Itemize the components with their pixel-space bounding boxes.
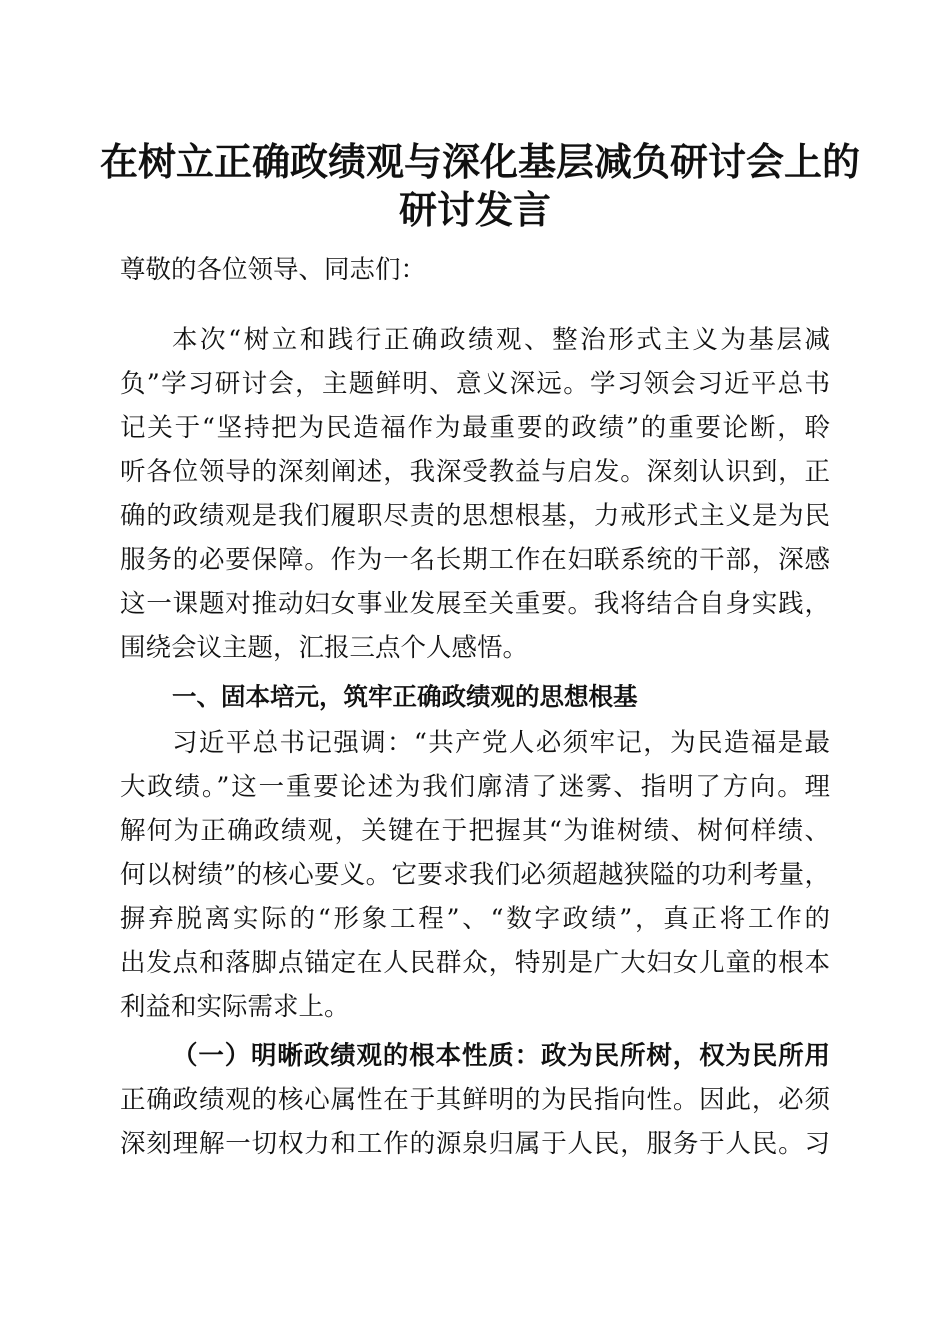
- paragraph-2-line: 习近平总书记强调：“共产党人必须牢记，为民造福是最: [172, 728, 830, 758]
- paragraph-2-line: 利益和实际需求上。: [120, 992, 350, 1022]
- document-title-line-1: 在树立正确政绩观与深化基层减负研讨会上的: [100, 139, 861, 184]
- paragraph-1-line: 负”学习研讨会，主题鲜明、意义深远。学习领会习近平总书: [120, 369, 830, 399]
- paragraph-2-line: 出发点和落脚点锚定在人民群众，特别是广大妇女儿童的根本: [120, 948, 830, 978]
- paragraph-1-line: 确的政绩观是我们履职尽责的思想根基，力戒形式主义是为民: [120, 501, 830, 531]
- section-heading-1: 一、固本培元，筑牢正确政绩观的思想根基: [172, 682, 638, 711]
- paragraph-2-line: 大政绩。”这一重要论述为我们廓清了迷雾、指明了方向。理: [120, 772, 830, 802]
- paragraph-2-line: 何以树绩”的核心要义。它要求我们必须超越狭隘的功利考量，: [120, 860, 830, 890]
- paragraph-2-line: 摒弃脱离实际的“形象工程”、“数字政绩”，真正将工作的: [120, 904, 830, 934]
- paragraph-3-line: 深刻理解一切权力和工作的源泉归属于人民，服务于人民。习: [120, 1129, 830, 1159]
- paragraph-3-line: 正确政绩观的核心属性在于其鲜明的为民指向性。因此，必须: [120, 1085, 830, 1115]
- paragraph-1-line: 围绕会议主题，汇报三点个人感悟。: [120, 633, 529, 663]
- paragraph-1-line: 听各位领导的深刻阐述，我深受教益与启发。深刻认识到，正: [120, 457, 830, 487]
- subsection-heading-1: （一）明晰政绩观的根本性质：政为民所树，权为民所用: [172, 1041, 830, 1071]
- paragraph-1-line: 这一课题对推动妇女事业发展至关重要。我将结合自身实践，: [120, 589, 830, 619]
- paragraph-1-line: 本次“树立和践行正确政绩观、整治形式主义为基层减: [172, 325, 830, 355]
- document-title-line-2: 研讨发言: [398, 187, 551, 232]
- paragraph-1-line: 服务的必要保障。作为一名长期工作在妇联系统的干部，深感: [120, 545, 830, 575]
- paragraph-1-line: 记关于“坚持把为民造福作为最重要的政绩”的重要论断，聆: [120, 413, 830, 443]
- salutation: 尊敬的各位领导、同志们：: [120, 255, 427, 285]
- paragraph-2-line: 解何为正确政绩观，关键在于把握其“为谁树绩、树何样绩、: [120, 816, 830, 846]
